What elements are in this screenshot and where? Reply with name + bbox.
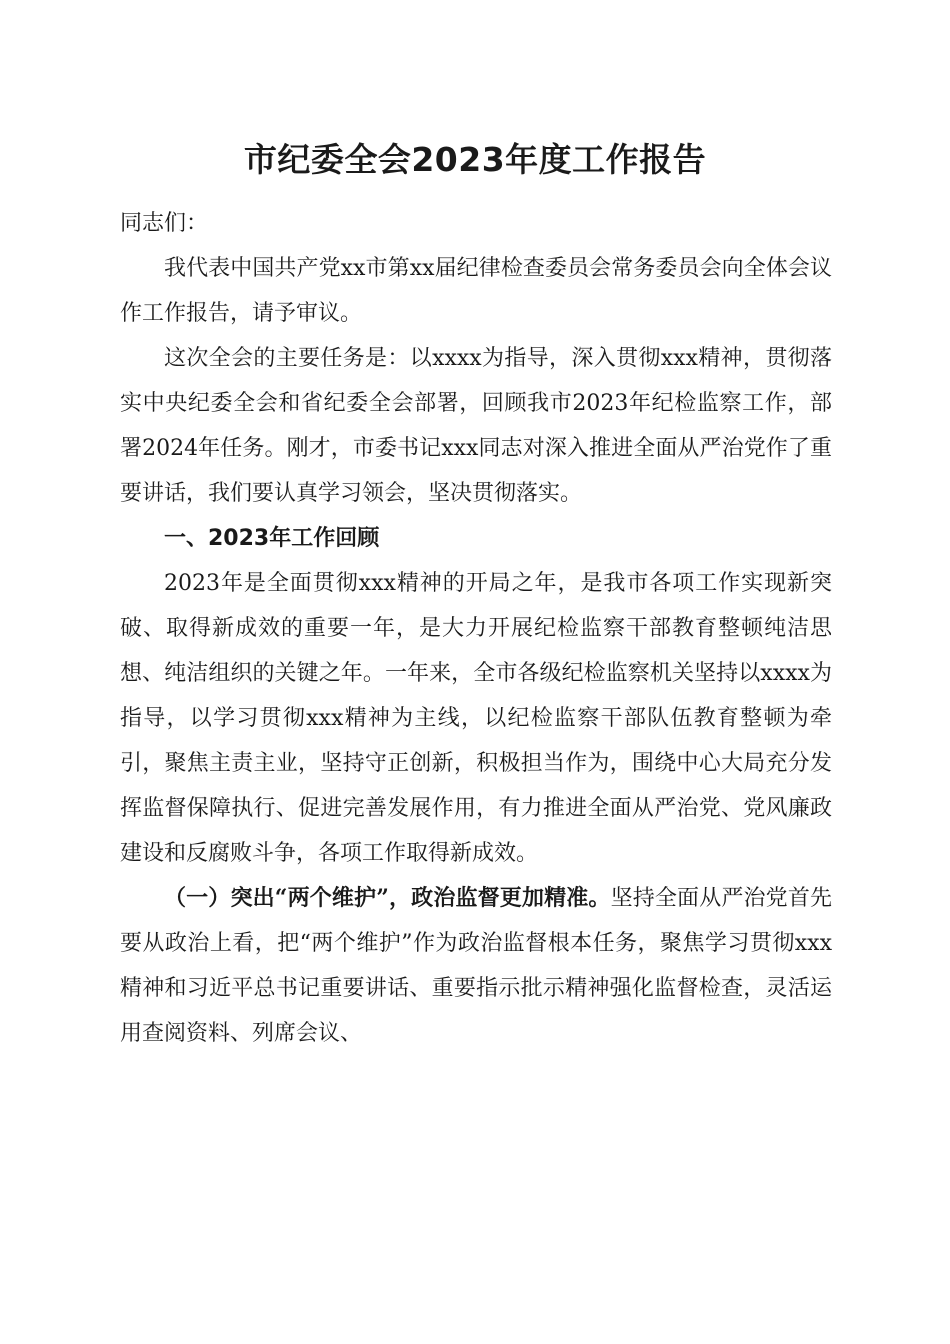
paragraph-tasks: 这次全会的主要任务是：以xxxx为指导，深入贯彻xxx精神，贯彻落实中央纪委全会和省纪委全会部署，回顾我市2023年纪检监察工作，部署2024年任务。刚才，市委书记xxx同志对深入推进全面从严治党作了重要讲话，我们要认真学习领会，坚决贯彻落实。	[120, 346, 832, 506]
paragraph-review: 2023年是全面贯彻xxx精神的开局之年，是我市各项工作实现新突破、取得新成效的重要一年，是大力开展纪检监察干部教育整顿纯洁思想、纯洁组织的关键之年。一年来，全市各级纪检监察机关坚持以xxxx为指导，以学习贯彻xxx精神为主线，以纪检监察干部队伍教育整顿为牵引，聚焦主责主业，坚持守正创新，积极担当作为，围绕中心大局充分发挥监督保障执行、促进完善发展作用，有力推进全面从严治党、党风廉政建设和反腐败斗争，各项工作取得新成效。	[120, 571, 832, 866]
section-heading-review: 一、2023年工作回顾	[164, 526, 380, 551]
document-body	[120, 201, 832, 1056]
subsection-heading: （一）突出“两个维护”，政治监督更加精准。	[164, 885, 611, 911]
paragraph-political-supervision	[120, 876, 832, 1056]
salutation: 同志们：	[120, 211, 209, 236]
document-title: 市纪委全会2023年度工作报告	[243, 140, 707, 179]
subsection-text: 坚持全面从严治党首先要从政治上看，把“两个维护”作为政治监督根本任务，聚焦学习贯彻xxx精神和习近平总书记重要讲话、重要指示批示精神强化监督检查，灵活运用查阅资料、列席会议、	[120, 886, 832, 1046]
paragraph-intro: 我代表中国共产党xx市第xx届纪律检查委员会常务委员会向全体会议作工作报告，请予审议。	[120, 256, 832, 326]
